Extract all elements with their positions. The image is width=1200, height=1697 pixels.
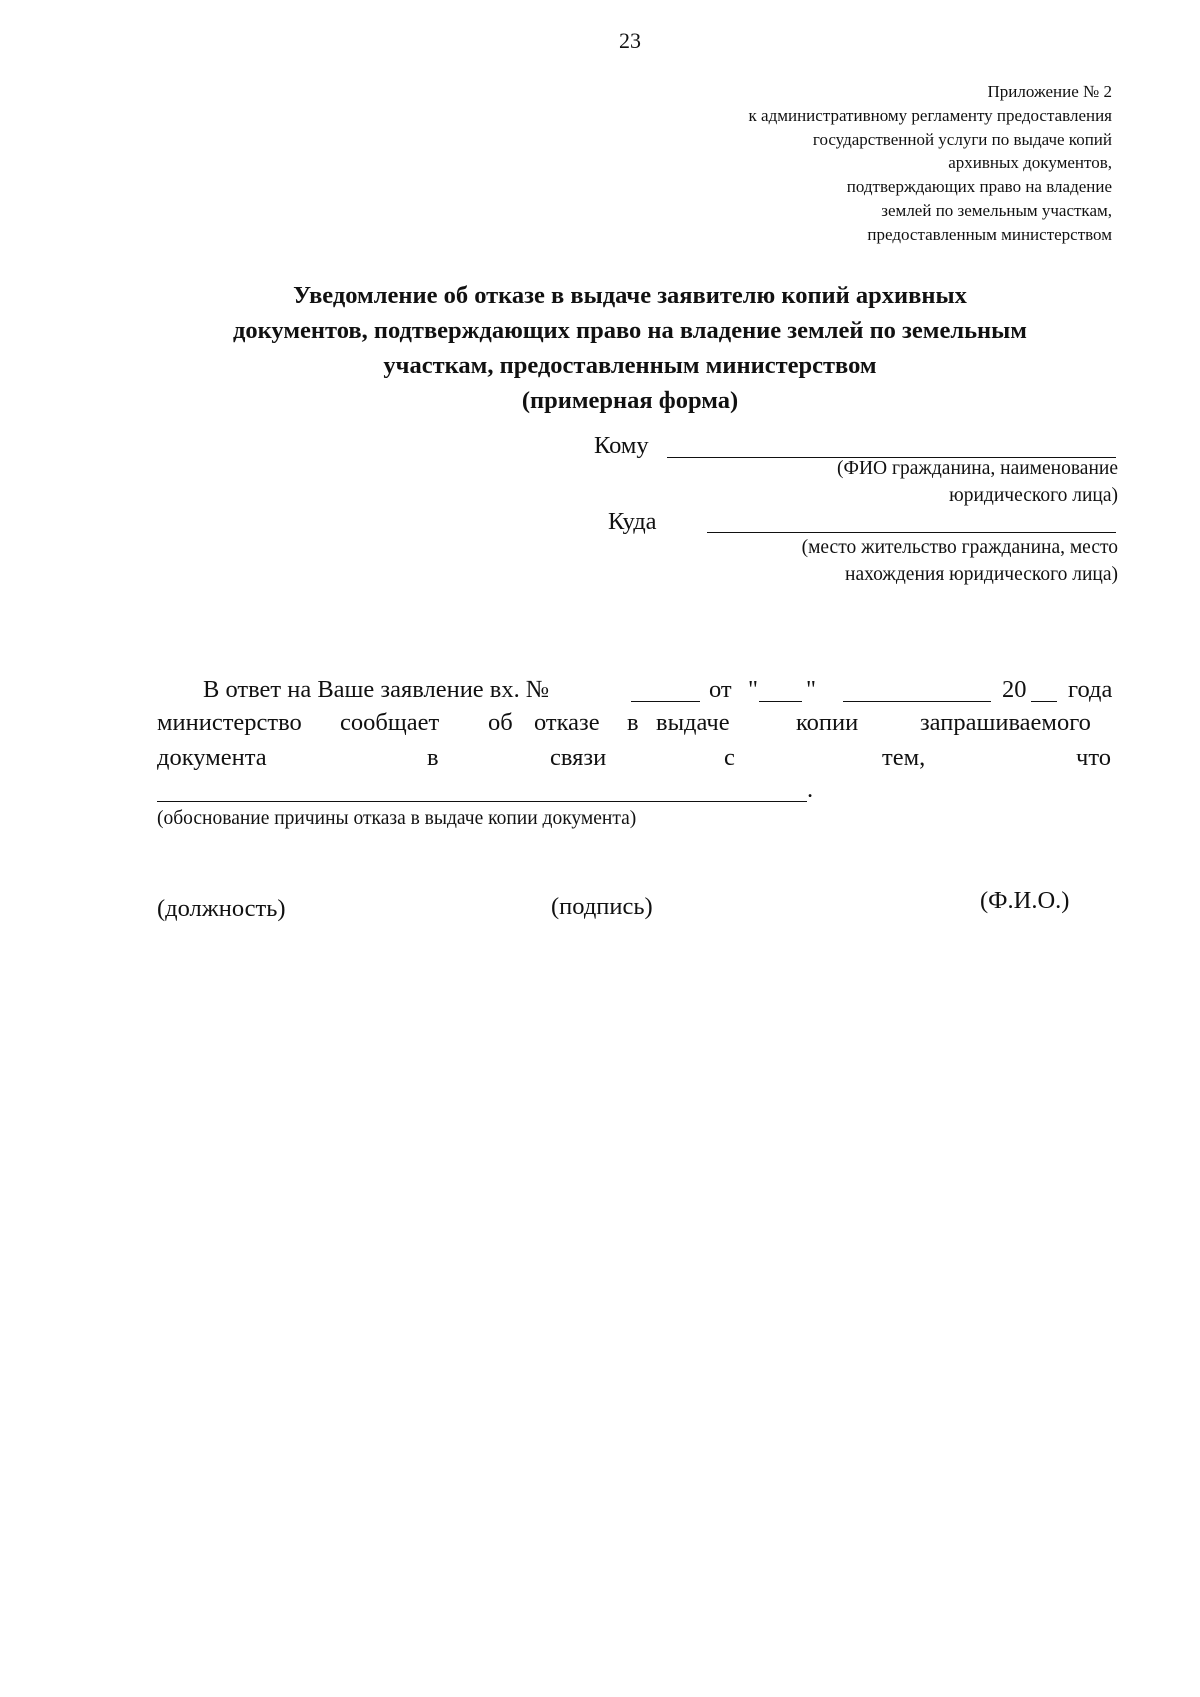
line2-word: министерство (157, 709, 302, 736)
line3-word: в (427, 744, 439, 771)
incoming-number-field[interactable] (631, 701, 700, 702)
title-line: (примерная форма) (521, 387, 739, 414)
appendix-header (749, 80, 1112, 247)
day-field[interactable] (759, 701, 802, 702)
line3-word: с (724, 744, 735, 771)
appendix-line: подтверждающих право на владение (846, 177, 1112, 197)
where-field-line[interactable] (707, 532, 1116, 533)
line3-word: что (1076, 744, 1111, 771)
signature-label: (подпись) (551, 893, 653, 920)
title-line: документов, подтверждающих право на владение землей по земельным (233, 317, 1027, 344)
reason-caption: (обоснование причины отказа в выдаче копии документа) (157, 808, 637, 829)
where-caption (802, 534, 1118, 588)
line2-word: выдаче (656, 709, 730, 736)
line2-word: отказе (534, 709, 600, 736)
line2-word: копии (796, 709, 859, 736)
reason-field[interactable] (157, 801, 807, 802)
position-label: (должность) (157, 895, 286, 922)
line3-word: документа (157, 744, 267, 771)
appendix-line: архивных документов, (948, 153, 1112, 173)
where-label: Куда (608, 508, 657, 535)
page-number: 23 (619, 28, 641, 53)
appendix-line: Приложение № 2 (987, 82, 1112, 101)
line3-word: связи (550, 744, 607, 771)
line2-word: запрашиваемого (920, 709, 1091, 736)
appendix-line: к административному регламенту предоставления (748, 105, 1112, 125)
month-field[interactable] (843, 701, 991, 702)
full-name-label: (Ф.И.О.) (980, 887, 1070, 914)
body-prefix: В ответ на Ваше заявление вх. № (203, 676, 550, 703)
year-prefix: 20 (1002, 676, 1027, 703)
to-caption-line: (ФИО гражданина, наименование (837, 458, 1118, 479)
line2-word: сообщает (340, 709, 440, 736)
body-ot: от (709, 676, 732, 703)
line3-word: тем, (882, 744, 926, 771)
quote-close: " (806, 676, 817, 703)
appendix-line: государственной услуги по выдаче копий (812, 129, 1112, 149)
reason-end-dot: . (807, 776, 814, 803)
to-label: Кому (594, 432, 649, 459)
title-line: Уведомление об отказе в выдаче заявителю копий архивных (293, 282, 967, 309)
document-title (0, 278, 1200, 418)
to-caption (837, 455, 1118, 509)
line2-word: об (488, 709, 513, 736)
line2-word: в (627, 709, 639, 736)
where-caption-line: нахождения юридического лица) (845, 564, 1118, 585)
appendix-line: предоставленным министерством (867, 224, 1112, 244)
year-field[interactable] (1031, 701, 1057, 702)
to-caption-line: юридического лица) (949, 485, 1118, 506)
where-caption-line: (место жительство гражданина, место (801, 537, 1118, 558)
appendix-line: землей по земельным участкам, (881, 200, 1112, 220)
quote-open: " (748, 676, 759, 703)
year-suffix: года (1068, 676, 1113, 703)
title-line: участкам, предоставленным министерством (383, 352, 877, 379)
